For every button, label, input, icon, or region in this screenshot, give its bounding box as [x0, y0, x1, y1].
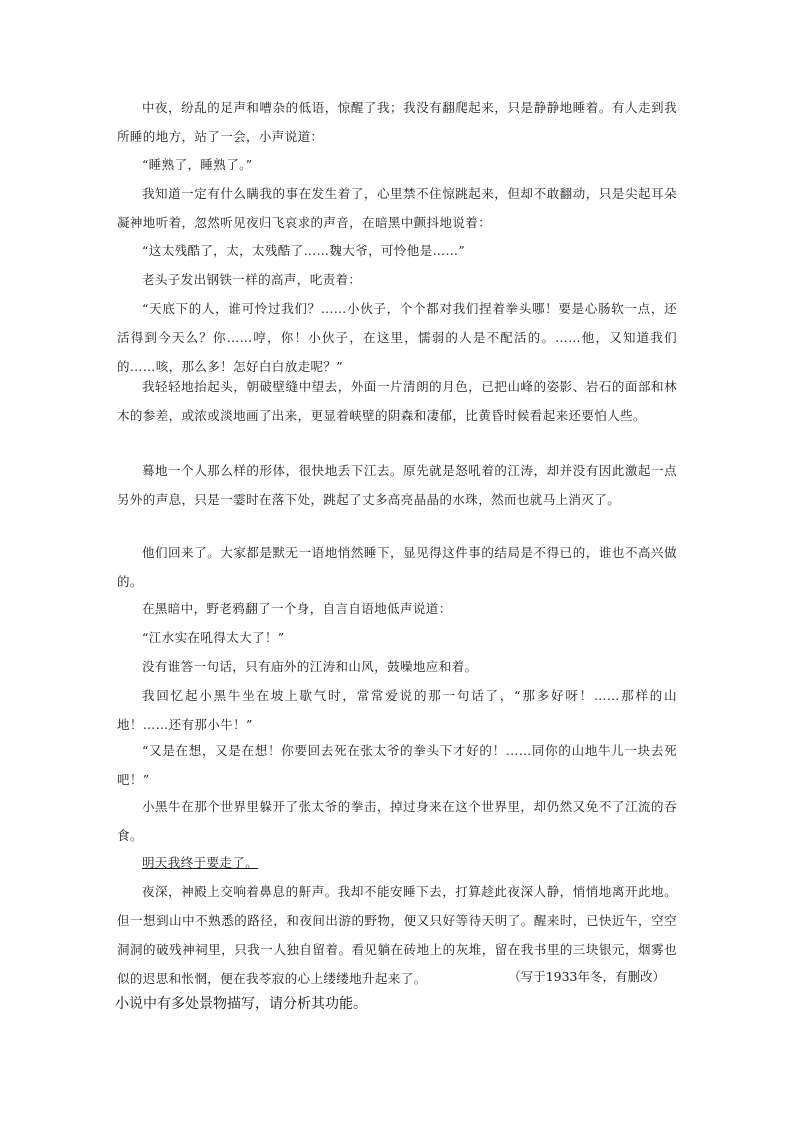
question-text: 小说中有多处景物描写，请分析其功能。 [115, 996, 367, 1012]
paragraph-13: 我回忆起小黑牛坐在坡上歇气时，常常爱说的那一句话了，“那多好呀！……那样的山地！……还有那小牛！” [117, 688, 677, 732]
paragraph-8: 蓦地一个人那么样的形体，很快地丢下江去。原先就是怒吼着的江涛，却并没有因此激起一点另外的声息，只是一霎时在落下处，跳起了丈多高亮晶晶的水珠，然而也就马上消灭了。 [117, 463, 677, 507]
paragraph-4: “这太残酷了，太，太残酷了……魏大爷，可怜他是……” [142, 243, 466, 258]
paragraph-16 [117, 848, 677, 877]
paragraph-2: “睡熟了，睡熟了。” [142, 157, 253, 172]
paragraph-9: 他们回来了。大家都是默无一语地悄然睡下，显见得这件事的结局是不得已的，谁也不高兴做的。 [117, 545, 677, 589]
paragraph-12: 没有谁答一句话，只有庙外的江涛和山风，鼓噪地应和着。 [142, 659, 478, 674]
paragraph-6: “天底下的人，谁可怜过我们？……小伙子，个个都对我们捏着拳头哪！要是心肠软一点，还活得到今天么？你……哼，你！小伙子，在这里，懦弱的人是不配活的。……他，又知道我们的……咳，那么多！怎好白白放走呢？” [117, 301, 677, 374]
paragraph-15: 小黑牛在那个世界里躲开了张太爷的拳击，掉过身来在这个世界里，却仍然又免不了江流的吞食。 [117, 799, 677, 843]
paragraph-7: 我轻轻地抬起头，朝破壁缝中望去，外面一片清朗的月色，已把山峰的姿影、岩石的面部和林木的参差，或浓或淡地画了出来，更显着峡壁的阴森和凄郁，比黄昏时候看起来还要怕人些。 [117, 379, 677, 423]
paragraph-17: 夜深，神殿上交响着鼻息的鼾声。我却不能安睡下去，打算趁此夜深人静，悄悄地离开此地。但一想到山中不熟悉的路径，和夜间出游的野物，便又只好等待天明了。醒来时，已快近午，空空洞洞的破残神祠里，只我一人独自留着。看见躺在砖地上的灰堆，留在我书里的三块银元，烟雾也似的迟思和怅惘，便在我苓寂的心上缕缕地升起来了。 [117, 884, 677, 986]
paragraph-5: 老头子发出钢铁一样的高声，叱责着： [142, 272, 362, 287]
paragraph-10: 在黑暗中，野老鸦翻了一个身，自言自语地低声说道： [142, 601, 452, 616]
paragraph-11: “江水实在吼得太大了！” [142, 630, 285, 645]
paragraph-3: 我知道一定有什么瞒我的事在发生着了，心里禁不住惊跳起来，但却不敢翻动，只是尖起耳朵凝神地听着，忽然听见夜归飞哀求的声音，在暗黑中颤抖地说着： [117, 186, 677, 230]
paragraph-1: 中夜，纷乱的足声和嘈杂的低语，惊醒了我；我没有翻爬起来，只是静静地睡着。有人走到我所睡的地方，站了一会，小声说道： [117, 100, 677, 144]
source-note: （写于1933年冬，有删改） [508, 969, 665, 984]
paragraph-14: “又是在想，又是在想！你要回去死在张太爷的拳头下才好的！……同你的山地牛儿一块去死吧！” [117, 743, 677, 787]
underlined-sentence: 明天我终于要走了。 [142, 855, 259, 870]
